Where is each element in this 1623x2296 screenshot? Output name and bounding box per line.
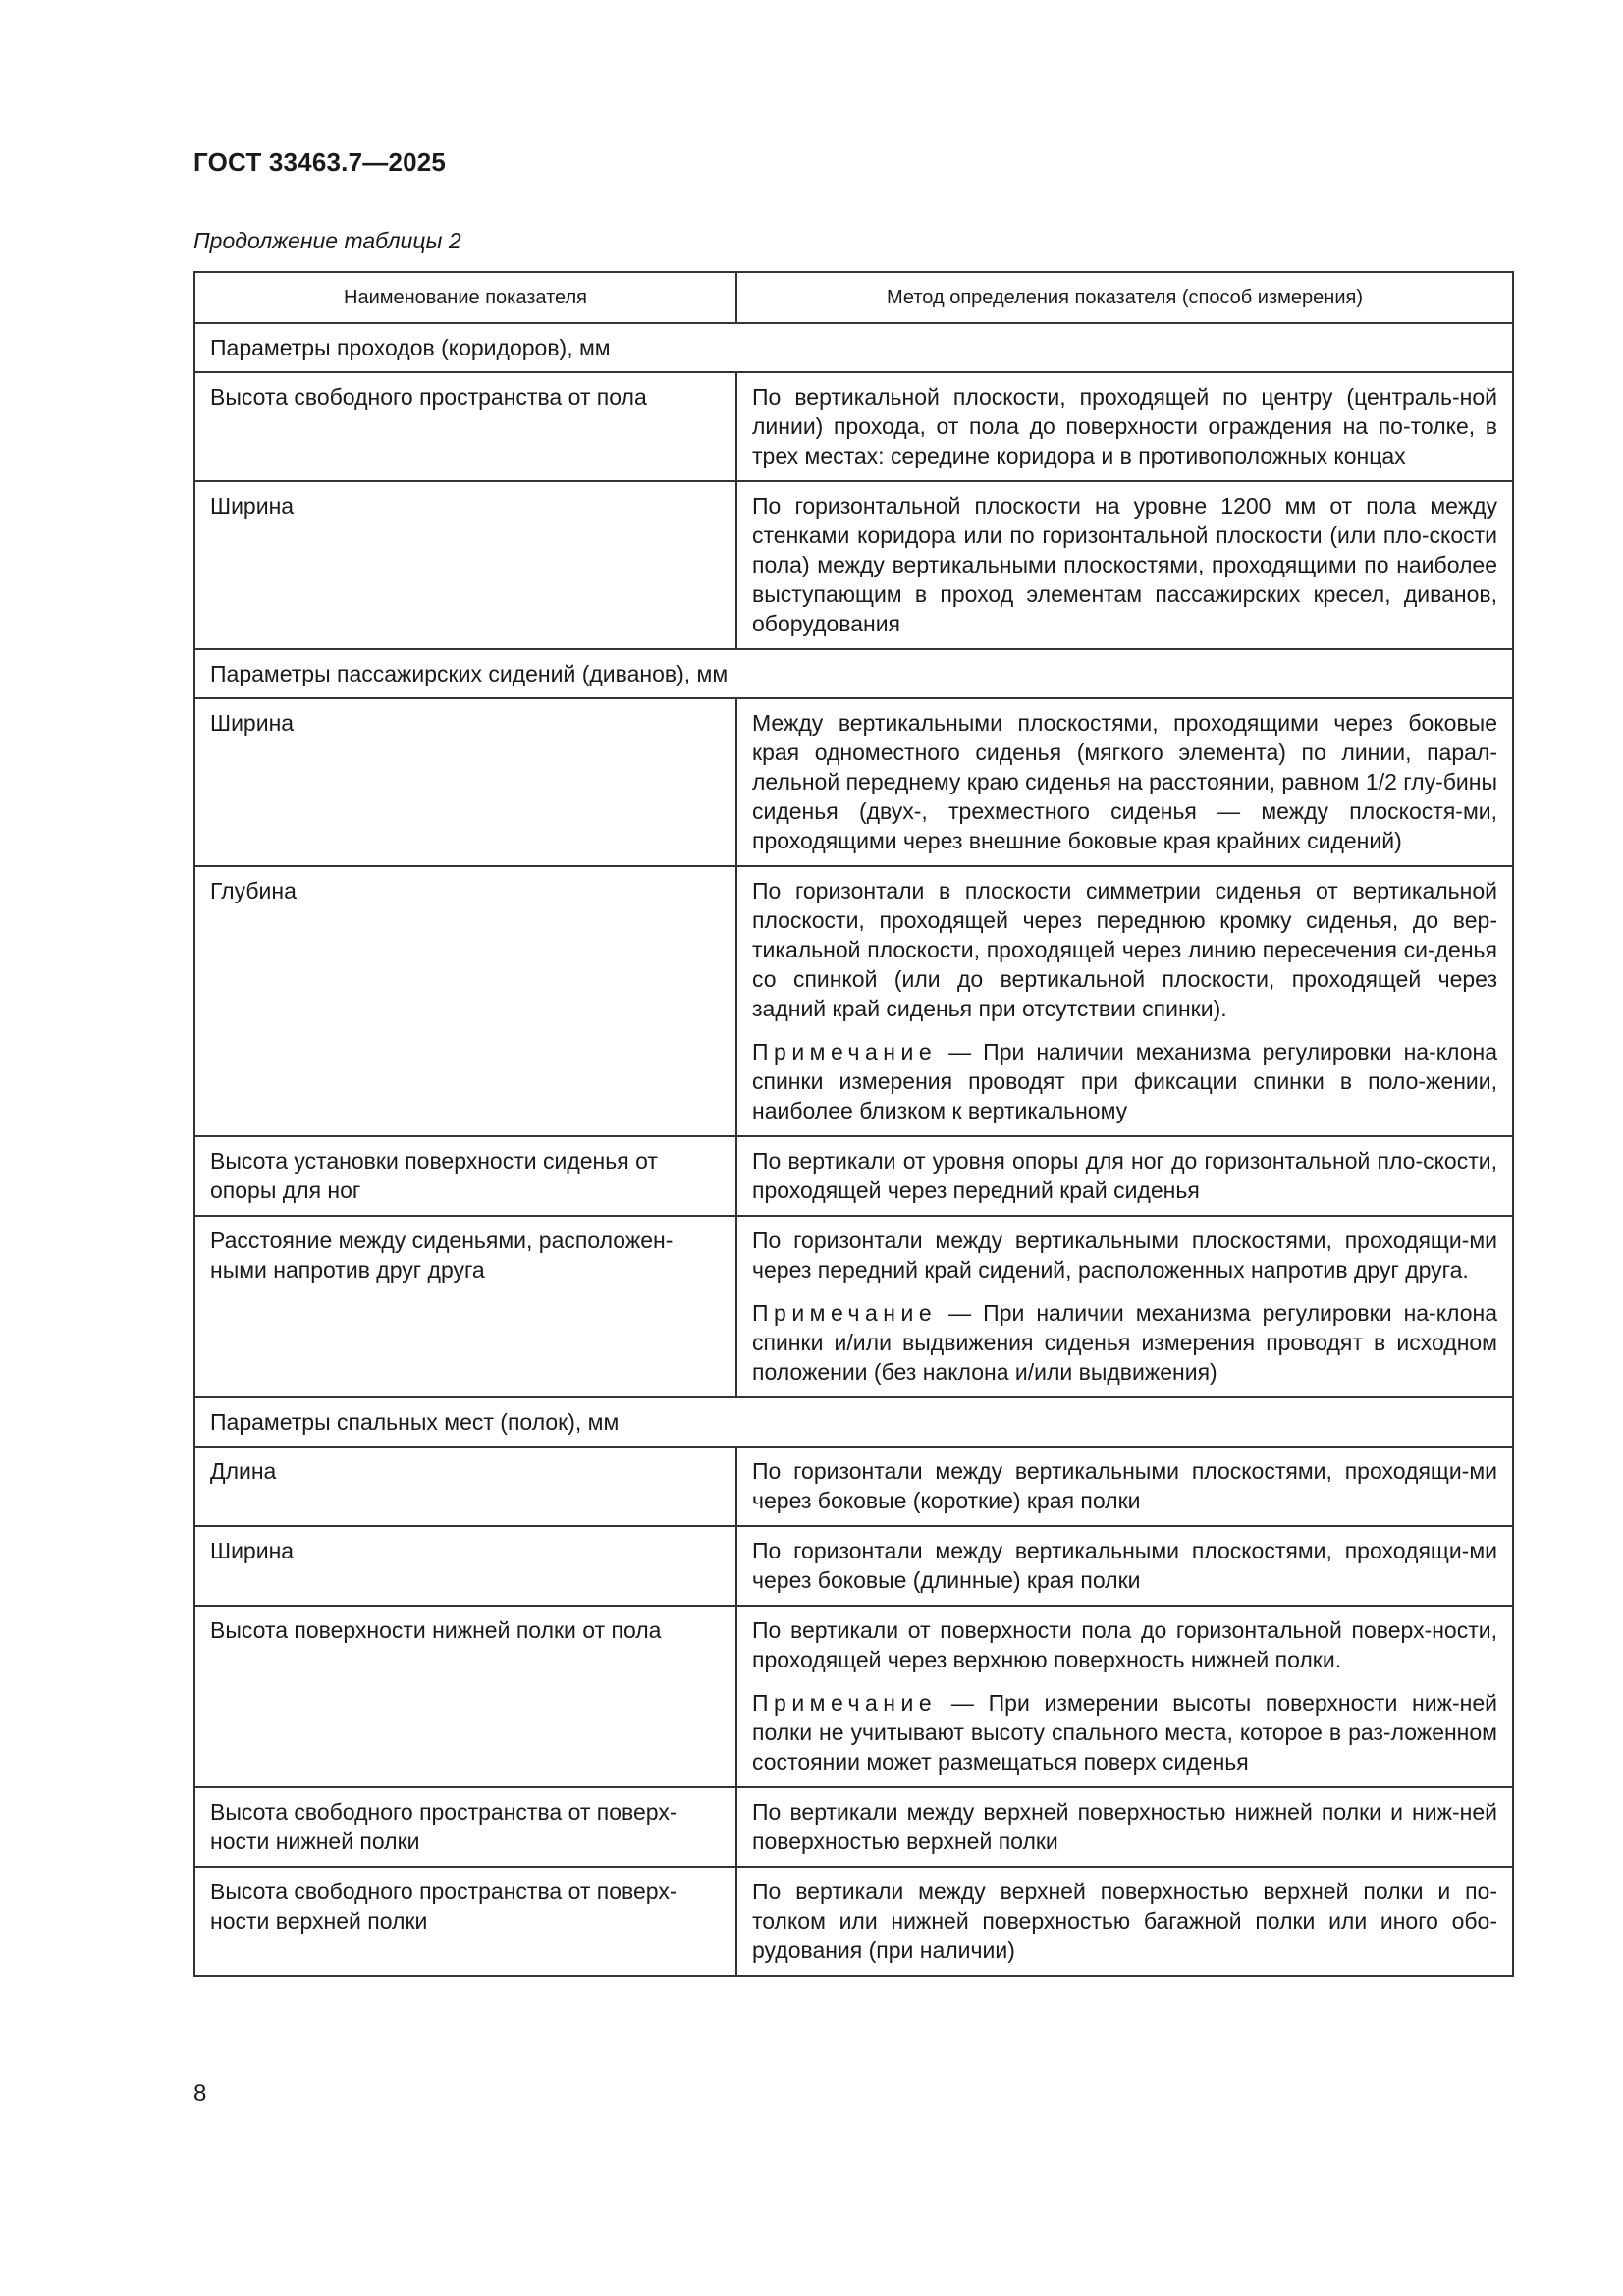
parameter-name: Высота свободного пространства от поверх-ности верхней полки (194, 1867, 736, 1976)
parameter-method: Между вертикальными плоскостями, проходящими через боковые края одноместного сиденья (мягкого элемента) по линии, парал-лельной переднему краю сиденья на расстоянии, равном 1/2 глу-бины сиденья (двух-, трехместного сиденья — между плоскостя-ми, проходящими через внешние боковые края крайних сидений) (736, 698, 1513, 866)
parameter-method-cell (736, 1216, 1513, 1397)
table-row (194, 866, 1513, 1136)
parameter-method: По горизонтали в плоскости симметрии сиденья от вертикальной плоскости, проходящей через переднюю кромку сиденья, до вер-тикальной плоскости, проходящей через линию пересечения си-денья со спинкой (или до вертикальной плоскости, проходящей через задний край сиденья при отсутствии спинки). (752, 878, 1497, 1021)
note-label: Примечание (752, 1300, 938, 1326)
note-text: — При наличии механизма регулировки на-клона спинки измерения проводят при фиксации спинки в поло-жении, наиболее близком к вертикальному (752, 1039, 1498, 1123)
parameter-name: Высота свободного пространства от пола (194, 372, 736, 481)
table-row (194, 1136, 1513, 1216)
parameter-method: По вертикали от уровня опоры для ног до горизонтальной пло-скости, проходящей через передний край сиденья (736, 1136, 1513, 1216)
document-number: ГОСТ 33463.7—2025 (193, 147, 447, 177)
table-row (194, 372, 1513, 481)
table-row (194, 1787, 1513, 1867)
note-text: — При наличии механизма регулировки на-клона спинки и/или выдвижения сиденья измерения проводят в исходном положении (без наклона и/или выдвижения) (752, 1300, 1498, 1385)
parameter-method: По горизонтали между вертикальными плоскостями, проходящи-ми через боковые (длинные) края полки (736, 1526, 1513, 1606)
parameter-name: Ширина (194, 481, 736, 649)
column-header-method: Метод определения показателя (способ измерения) (736, 272, 1513, 323)
group-row (194, 649, 1513, 698)
note (752, 1298, 1497, 1387)
parameter-name: Ширина (194, 1526, 736, 1606)
parameter-name: Высота поверхности нижней полки от пола (194, 1606, 736, 1787)
parameter-method: По вертикали между верхней поверхностью верхней полки и по-толком или нижней поверхностью багажной полки или иного обо-рудования (при наличии) (736, 1867, 1513, 1976)
table-row (194, 1606, 1513, 1787)
table-row (194, 1867, 1513, 1976)
table-header-row (194, 272, 1513, 323)
parameter-name: Длина (194, 1447, 736, 1526)
group-title: Параметры спальных мест (полок), мм (194, 1397, 1513, 1447)
parameter-method-cell (736, 1606, 1513, 1787)
parameter-name: Глубина (194, 866, 736, 1136)
group-row (194, 323, 1513, 372)
parameter-name: Высота свободного пространства от поверх-ности нижней полки (194, 1787, 736, 1867)
parameter-method: По вертикали между верхней поверхностью нижней полки и ниж-ней поверхностью верхней полки (736, 1787, 1513, 1867)
parameter-method: По горизонтальной плоскости на уровне 1200 мм от пола между стенками коридора или по горизонтальной плоскости (или пло-скости пола) между вертикальными плоскостями, проходящими по наиболее выступающим в проход элементам пассажирских кресел, диванов, оборудования (736, 481, 1513, 649)
parameter-name: Ширина (194, 698, 736, 866)
parameter-method: По вертикальной плоскости, проходящей по центру (централь-ной линии) прохода, от пола до поверхности ограждения на по-толке, в трех местах: середине коридора и в противоположных концах (736, 372, 1513, 481)
table-row (194, 1526, 1513, 1606)
column-header-name: Наименование показателя (194, 272, 736, 323)
parameter-method-cell (736, 866, 1513, 1136)
table-row (194, 1447, 1513, 1526)
group-title: Параметры пассажирских сидений (диванов), мм (194, 649, 1513, 698)
parameter-name: Расстояние между сиденьями, расположен-ными напротив друг друга (194, 1216, 736, 1397)
parameter-method: По горизонтали между вертикальными плоскостями, проходящи-ми через боковые (короткие) края полки (736, 1447, 1513, 1526)
parameters-table (193, 271, 1514, 1977)
group-title: Параметры проходов (коридоров), мм (194, 323, 1513, 372)
note-label: Примечание (752, 1690, 938, 1716)
table-row (194, 481, 1513, 649)
note (752, 1688, 1497, 1777)
page-number: 8 (193, 2080, 207, 2106)
table-row (194, 1216, 1513, 1397)
parameter-method: По горизонтали между вертикальными плоскостями, проходящи-ми через передний край сидений, расположенных напротив друг друга. (752, 1228, 1497, 1283)
group-row (194, 1397, 1513, 1447)
parameter-method: По вертикали от поверхности пола до горизонтальной поверх-ности, проходящей через верхнюю поверхность нижней полки. (752, 1617, 1497, 1672)
parameter-name: Высота установки поверхности сиденья от опоры для ног (194, 1136, 736, 1216)
note (752, 1037, 1497, 1125)
note-label: Примечание (752, 1039, 938, 1065)
note-text: — При измерении высоты поверхности ниж-ней полки не учитывают высоту спального места, которое в раз-ложенном состоянии может размещаться поверх сиденья (752, 1690, 1497, 1775)
table-row (194, 698, 1513, 866)
table-caption: Продолжение таблицы 2 (193, 228, 461, 253)
